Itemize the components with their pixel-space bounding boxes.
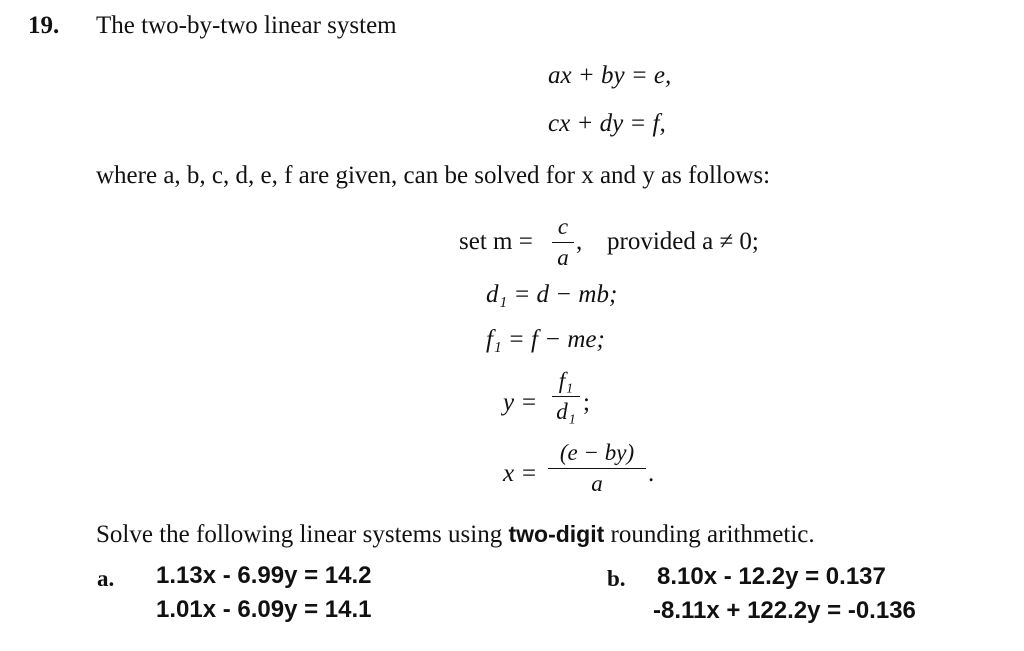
step-y-left: y = [503,389,538,416]
step-m-denominator: a [557,245,569,270]
where-text: where a, b, c, d, e, f are given, can be solved for x and y as follows: [96,162,771,189]
part-b-equation-1: 8.10x - 12.2y = 0.137 [657,563,886,590]
step-x-left: x = [503,460,538,487]
step-x-denominator: a [591,471,603,496]
step-m-numerator: c [557,214,569,239]
part-a-equation-2: 1.01x - 6.09y = 14.1 [156,596,372,623]
step-m-condition: provided a ≠ 0; [607,228,759,255]
step-y-fraction [552,368,580,425]
solve-instruction [96,521,815,549]
solve-text-post: rounding arithmetic. [604,521,815,548]
step-m-comma: , [576,228,583,255]
step-m-fraction [552,214,574,271]
fraction-bar [552,396,580,397]
system-equation-1: ax + by = e, [548,62,672,89]
step-x-period: . [648,460,655,487]
step-y-denominator: d₁ [556,399,576,424]
step-m-left: set m = [459,228,533,255]
part-a-equation-1: 1.13x - 6.99y = 14.2 [156,562,372,589]
step-f1: f₁ = f − me; [486,326,605,353]
part-b-label: b. [607,566,626,591]
part-b-equation-2: -8.11x + 122.2y = -0.136 [653,597,916,624]
solve-text-pre: Solve the following linear systems using [96,521,509,548]
problem-intro: The two-by-two linear system [96,12,397,39]
problem-number: 19. [28,12,60,39]
step-y-semicolon: ; [583,389,590,416]
step-y-numerator: f₁ [558,368,574,393]
solve-text-bold: two-digit [508,521,605,547]
fraction-bar [552,242,574,243]
part-a-label: a. [97,566,115,591]
system-equation-2: cx + dy = f, [548,110,666,137]
fraction-bar [548,468,646,469]
step-x-fraction [548,440,646,497]
step-x-numerator: (e − by) [559,440,635,465]
step-d1: d₁ = d − mb; [486,281,618,308]
